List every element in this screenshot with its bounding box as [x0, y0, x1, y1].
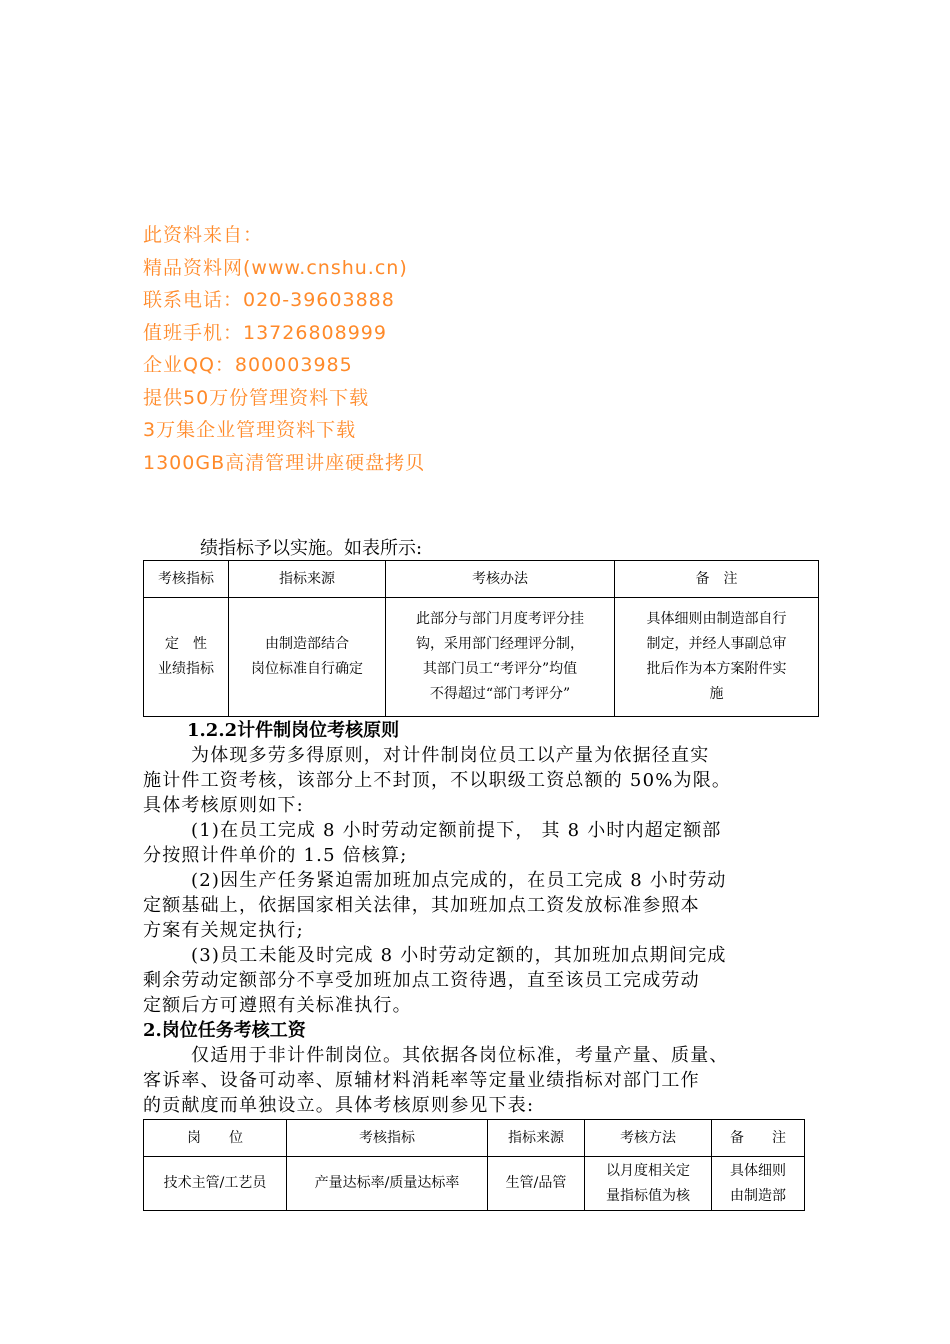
item-2-line: 定额基础上，依据国家相关法律，其加班加点工资发放标准参照本: [143, 895, 700, 916]
item-3-line: (3)员工未能及时完成 8 小时劳动定额的，其加班加点期间完成: [191, 945, 727, 966]
promo-line-1: 提供50万份管理资料下载: [143, 386, 370, 409]
intro-text: 绩指标予以实施。如表所示:: [200, 538, 423, 559]
paragraph-line: 仅适用于非计件制岗位。其依据各岗位标准，考量产量、质量、: [191, 1045, 729, 1066]
t1-header-indicator: 考核指标: [144, 561, 229, 598]
promo-line-3: 1300GB高清管理讲座硬盘拷贝: [143, 451, 426, 474]
promo-phone: 联系电话：020-39603888: [143, 289, 395, 311]
body-text: [143, 718, 828, 1118]
t1-cell-remark: 具体细则由制造部自行 制定，并经人事副总审 批后作为本方案附件实 施: [615, 598, 819, 717]
paragraph-line: 具体考核原则如下:: [143, 795, 304, 816]
item-3-line: 定额后方可遵照有关标准执行。: [143, 995, 412, 1016]
section-1-2-2-title: 1.2.2计件制岗位考核原则: [187, 720, 400, 741]
t2-cell-method: 以月度相关定 量指标值为核: [585, 1157, 712, 1211]
t1-header-method: 考核办法: [386, 561, 615, 598]
item-2-line: (2)因生产任务紧迫需加班加点完成的，在员工完成 8 小时劳动: [191, 870, 727, 891]
t2-header-indicator: 考核指标: [287, 1120, 488, 1157]
t1-header-remark: 备 注: [615, 561, 819, 598]
t1-cell-indicator: 定 性 业绩指标: [144, 598, 229, 717]
t1-cell-method: 此部分与部门月度考评分挂 钩，采用部门经理评分制， 其部门员工“考评分”均值 不得超过“部门考评分”: [386, 598, 615, 717]
t2-header-position: 岗 位: [144, 1120, 287, 1157]
item-3-line: 剩余劳动定额部分不享受加班加点工资待遇，直至该员工完成劳动: [143, 970, 700, 991]
t2-header-remark: 备 注: [712, 1120, 805, 1157]
paragraph-line: 的贡献度而单独设立。具体考核原则参见下表:: [143, 1095, 535, 1116]
assessment-table-1: [143, 560, 819, 717]
section-2-title: 2.岗位任务考核工资: [143, 1020, 306, 1041]
paragraph-line: 施计件工资考核，该部分上不封顶，不以职级工资总额的 50%为限。: [143, 770, 732, 791]
promo-qq: 企业QQ：800003985: [143, 354, 353, 376]
promo-mobile: 值班手机：13726808999: [143, 321, 387, 344]
item-1-line: (1)在员工完成 8 小时劳动定额前提下， 其 8 小时内超定额部: [191, 820, 722, 841]
assessment-table-2: [143, 1119, 805, 1211]
item-2-line: 方案有关规定执行;: [143, 920, 304, 941]
promo-block: [143, 219, 425, 479]
t1-header-source: 指标来源: [229, 561, 386, 598]
t2-cell-position: 技术主管/工艺员: [144, 1157, 287, 1211]
promo-line-2: 3万集企业管理资料下载: [143, 419, 357, 441]
promo-source: 此资料来自：: [143, 224, 264, 246]
item-1-line: 分按照计件单价的 1.5 倍核算;: [143, 845, 408, 866]
paragraph-line: 为体现多劳多得原则，对计件制岗位员工以产量为依据径直实: [191, 745, 710, 766]
t2-header-method: 考核方法: [585, 1120, 712, 1157]
promo-website: 精品资料网(www.cnshu.cn): [143, 256, 408, 279]
paragraph-line: 客诉率、设备可动率、原辅材料消耗率等定量业绩指标对部门工作: [143, 1070, 700, 1091]
t2-header-source: 指标来源: [488, 1120, 585, 1157]
t2-cell-indicator: 产量达标率/质量达标率: [287, 1157, 488, 1211]
t2-cell-remark: 具体细则 由制造部: [712, 1157, 805, 1211]
t2-cell-source: 生管/品管: [488, 1157, 585, 1211]
t1-cell-source: 由制造部结合 岗位标准自行确定: [229, 598, 386, 717]
